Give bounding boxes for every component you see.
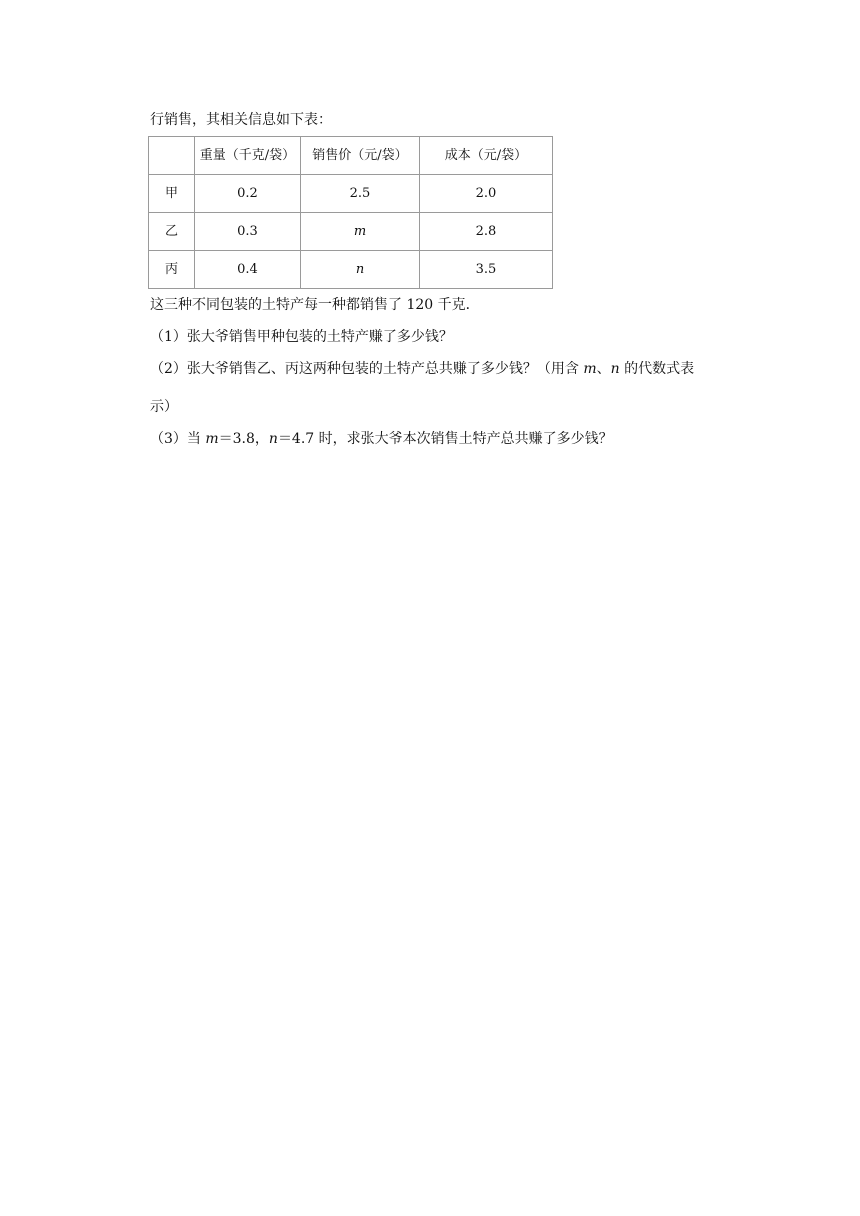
table-cell: 丙: [149, 251, 195, 289]
question-3: [150, 427, 750, 451]
table-header-cell: 成本（元/袋）: [420, 137, 553, 175]
table-cell: 0.4: [195, 251, 301, 289]
table-cell: m: [301, 213, 420, 251]
table-cell: 甲: [149, 175, 195, 213]
table-header-cell: 重量（千克/袋）: [195, 137, 301, 175]
after-table-text: 这三种不同包装的土特产每一种都销售了 120 千克．: [150, 297, 480, 313]
variable-m: m: [583, 361, 597, 377]
table-row: [149, 251, 553, 289]
variable-m: m: [205, 431, 219, 447]
question-3-equation-2: ＝4.7 时，求张大爷本次销售土特产总共赚了多少钱？: [277, 431, 613, 447]
question-1: （1）张大爷销售甲种包装的土特产赚了多少钱？: [150, 329, 453, 345]
document-body: [150, 108, 750, 451]
question-2-text-end: 的代数式表: [619, 361, 695, 377]
intro-text: 行销售，其相关信息如下表：: [150, 112, 332, 128]
table-header-cell: [149, 137, 195, 175]
question-3-text: （3）当: [150, 431, 206, 447]
question-2-separator: 、: [596, 361, 611, 377]
table-header-row: [149, 137, 553, 175]
table-cell: 2.0: [420, 175, 553, 213]
table-cell: 0.3: [195, 213, 301, 251]
question-2-continued: 示）: [150, 399, 178, 415]
table-row: [149, 175, 553, 213]
table-cell: 2.5: [301, 175, 420, 213]
table-cell: 0.2: [195, 175, 301, 213]
table-header-cell: 销售价（元/袋）: [301, 137, 420, 175]
variable-n: n: [268, 431, 278, 447]
table-cell: 乙: [149, 213, 195, 251]
question-2-text: （2）张大爷销售乙、丙这两种包装的土特产总共赚了多少钱？（用含: [150, 361, 584, 377]
variable-n: n: [610, 361, 620, 377]
table-row: [149, 213, 553, 251]
table-cell: n: [301, 251, 420, 289]
question-2: [150, 357, 750, 381]
question-3-equation-1: ＝3.8，: [218, 431, 269, 447]
table-cell: 2.8: [420, 213, 553, 251]
info-table: [148, 136, 553, 289]
table-cell: 3.5: [420, 251, 553, 289]
